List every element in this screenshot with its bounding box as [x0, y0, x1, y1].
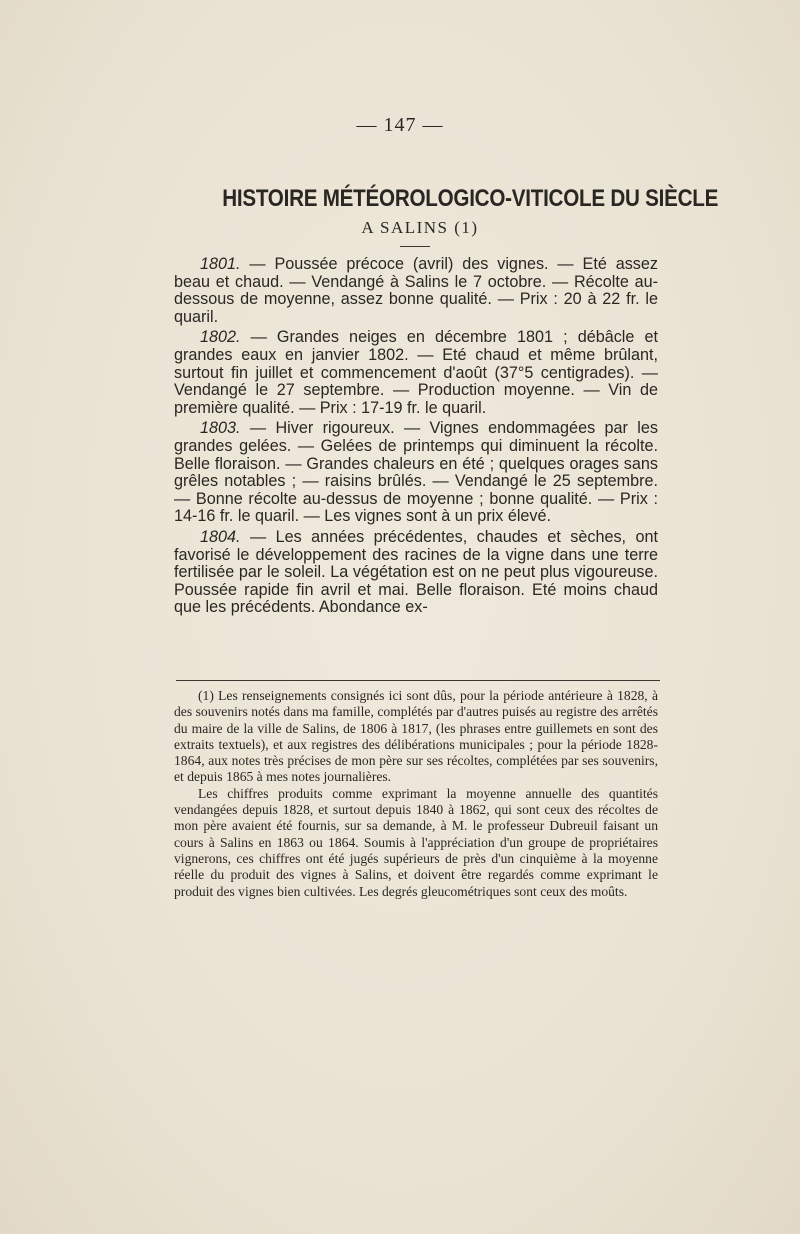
entry-paragraph — [174, 256, 658, 326]
footnotes — [174, 688, 658, 900]
entry-year: 1802. — [200, 328, 241, 347]
entry-year: 1801. — [200, 255, 241, 273]
footnote-divider — [176, 680, 660, 681]
entry-paragraph — [174, 329, 658, 417]
entry-year: 1803. — [200, 419, 241, 438]
footnote-paragraph: (1) Les renseignements consignés ici sont dûs, pour la période antérieure à 1828, à des souvenirs notés dans ma famille, complétés par d'autres puisés au registre des arrêtés du maire de la ville de Salins, de 1806 à 1817, (les phrases entre guillemets en sont des extraits textuels), et aux registres des délibérations municipales ; pour la période 1828-1864, aux notes très précises de mon père sur ses récoltes, complétées par ses souvenirs, et depuis 1865 à mes notes journalières. — [174, 688, 658, 785]
footnote-paragraph: Les chiffres produits comme exprimant la moyenne annuelle des quantités vendangées depuis 1828, et surtout depuis 1840 à 1862, qui sont ceux des récoltes de mon père avaient été fournis, sur sa demande, à M. le professeur Dubreuil faisant un cours à Salins en 1863 ou 1864. Soumis à l'appréciation d'un groupe de propriétaires vignerons, ces chiffres ont été jugés supérieurs de près d'un cinquième à la moyenne réelle du produit des vignes à Salins, et doivent être regardés comme exprimant le produit des vignes bien cultivées. Les degrés gleucométriques sont ceux des moûts. — [174, 785, 658, 899]
page-number: — 147 — — [356, 114, 444, 136]
entry-text: — Grandes neiges en décembre 1801 ; débâcle et grandes eaux en janvier 1802. — Eté chaud et même brûlant, surtout fin juillet et commencement d'août (37°5 centigrades). — Vendangé le 27 septembre. — Production moyenne. — Vin de première qualité. — Prix : 17-19 fr. le quaril. — [174, 328, 658, 417]
entry-year: 1804. — [200, 527, 241, 546]
chapter-title: HISTOIRE MÉTÉOROLOGICO-VITICOLE DU SIÈCLE — [222, 185, 719, 212]
entry-text: — Les années précédentes, chaudes et sèches, ont favorisé le développement des racines de la vigne dans une terre fertilisée par le soleil. La végétation est on ne peut plus vigoureuse. Poussée rapide fin avril et mai. Belle floraison. Eté moins chaud que les précédents. Abondance ex- — [174, 527, 658, 617]
entry-paragraph — [174, 529, 658, 617]
main-text — [174, 256, 658, 620]
entry-paragraph — [174, 420, 658, 526]
entry-text: — Hiver rigoureux. — Vignes endommagées par les grandes gelées. — Gelées de printemps qui diminuent la récolte. Belle floraison. — Grandes chaleurs en été ; quelques orages sans grêles notables ; — raisins brûlés. — Vendangé le 25 septembre. — Bonne récolte au-dessus de moyenne ; bonne qualité. — Prix : 14-16 fr. le quaril. — Les vignes sont à un prix élevé. — [174, 419, 658, 526]
title-divider — [400, 246, 430, 247]
entry-text: — Poussée précoce (avril) des vignes. — Eté assez beau et chaud. — Vendangé à Salins le 7 octobre. — Récolte au-dessous de moyenne, assez bonne qualité. — Prix : 20 à 22 fr. le quaril. — [174, 255, 659, 326]
chapter-subtitle: A SALINS (1) — [361, 218, 479, 237]
